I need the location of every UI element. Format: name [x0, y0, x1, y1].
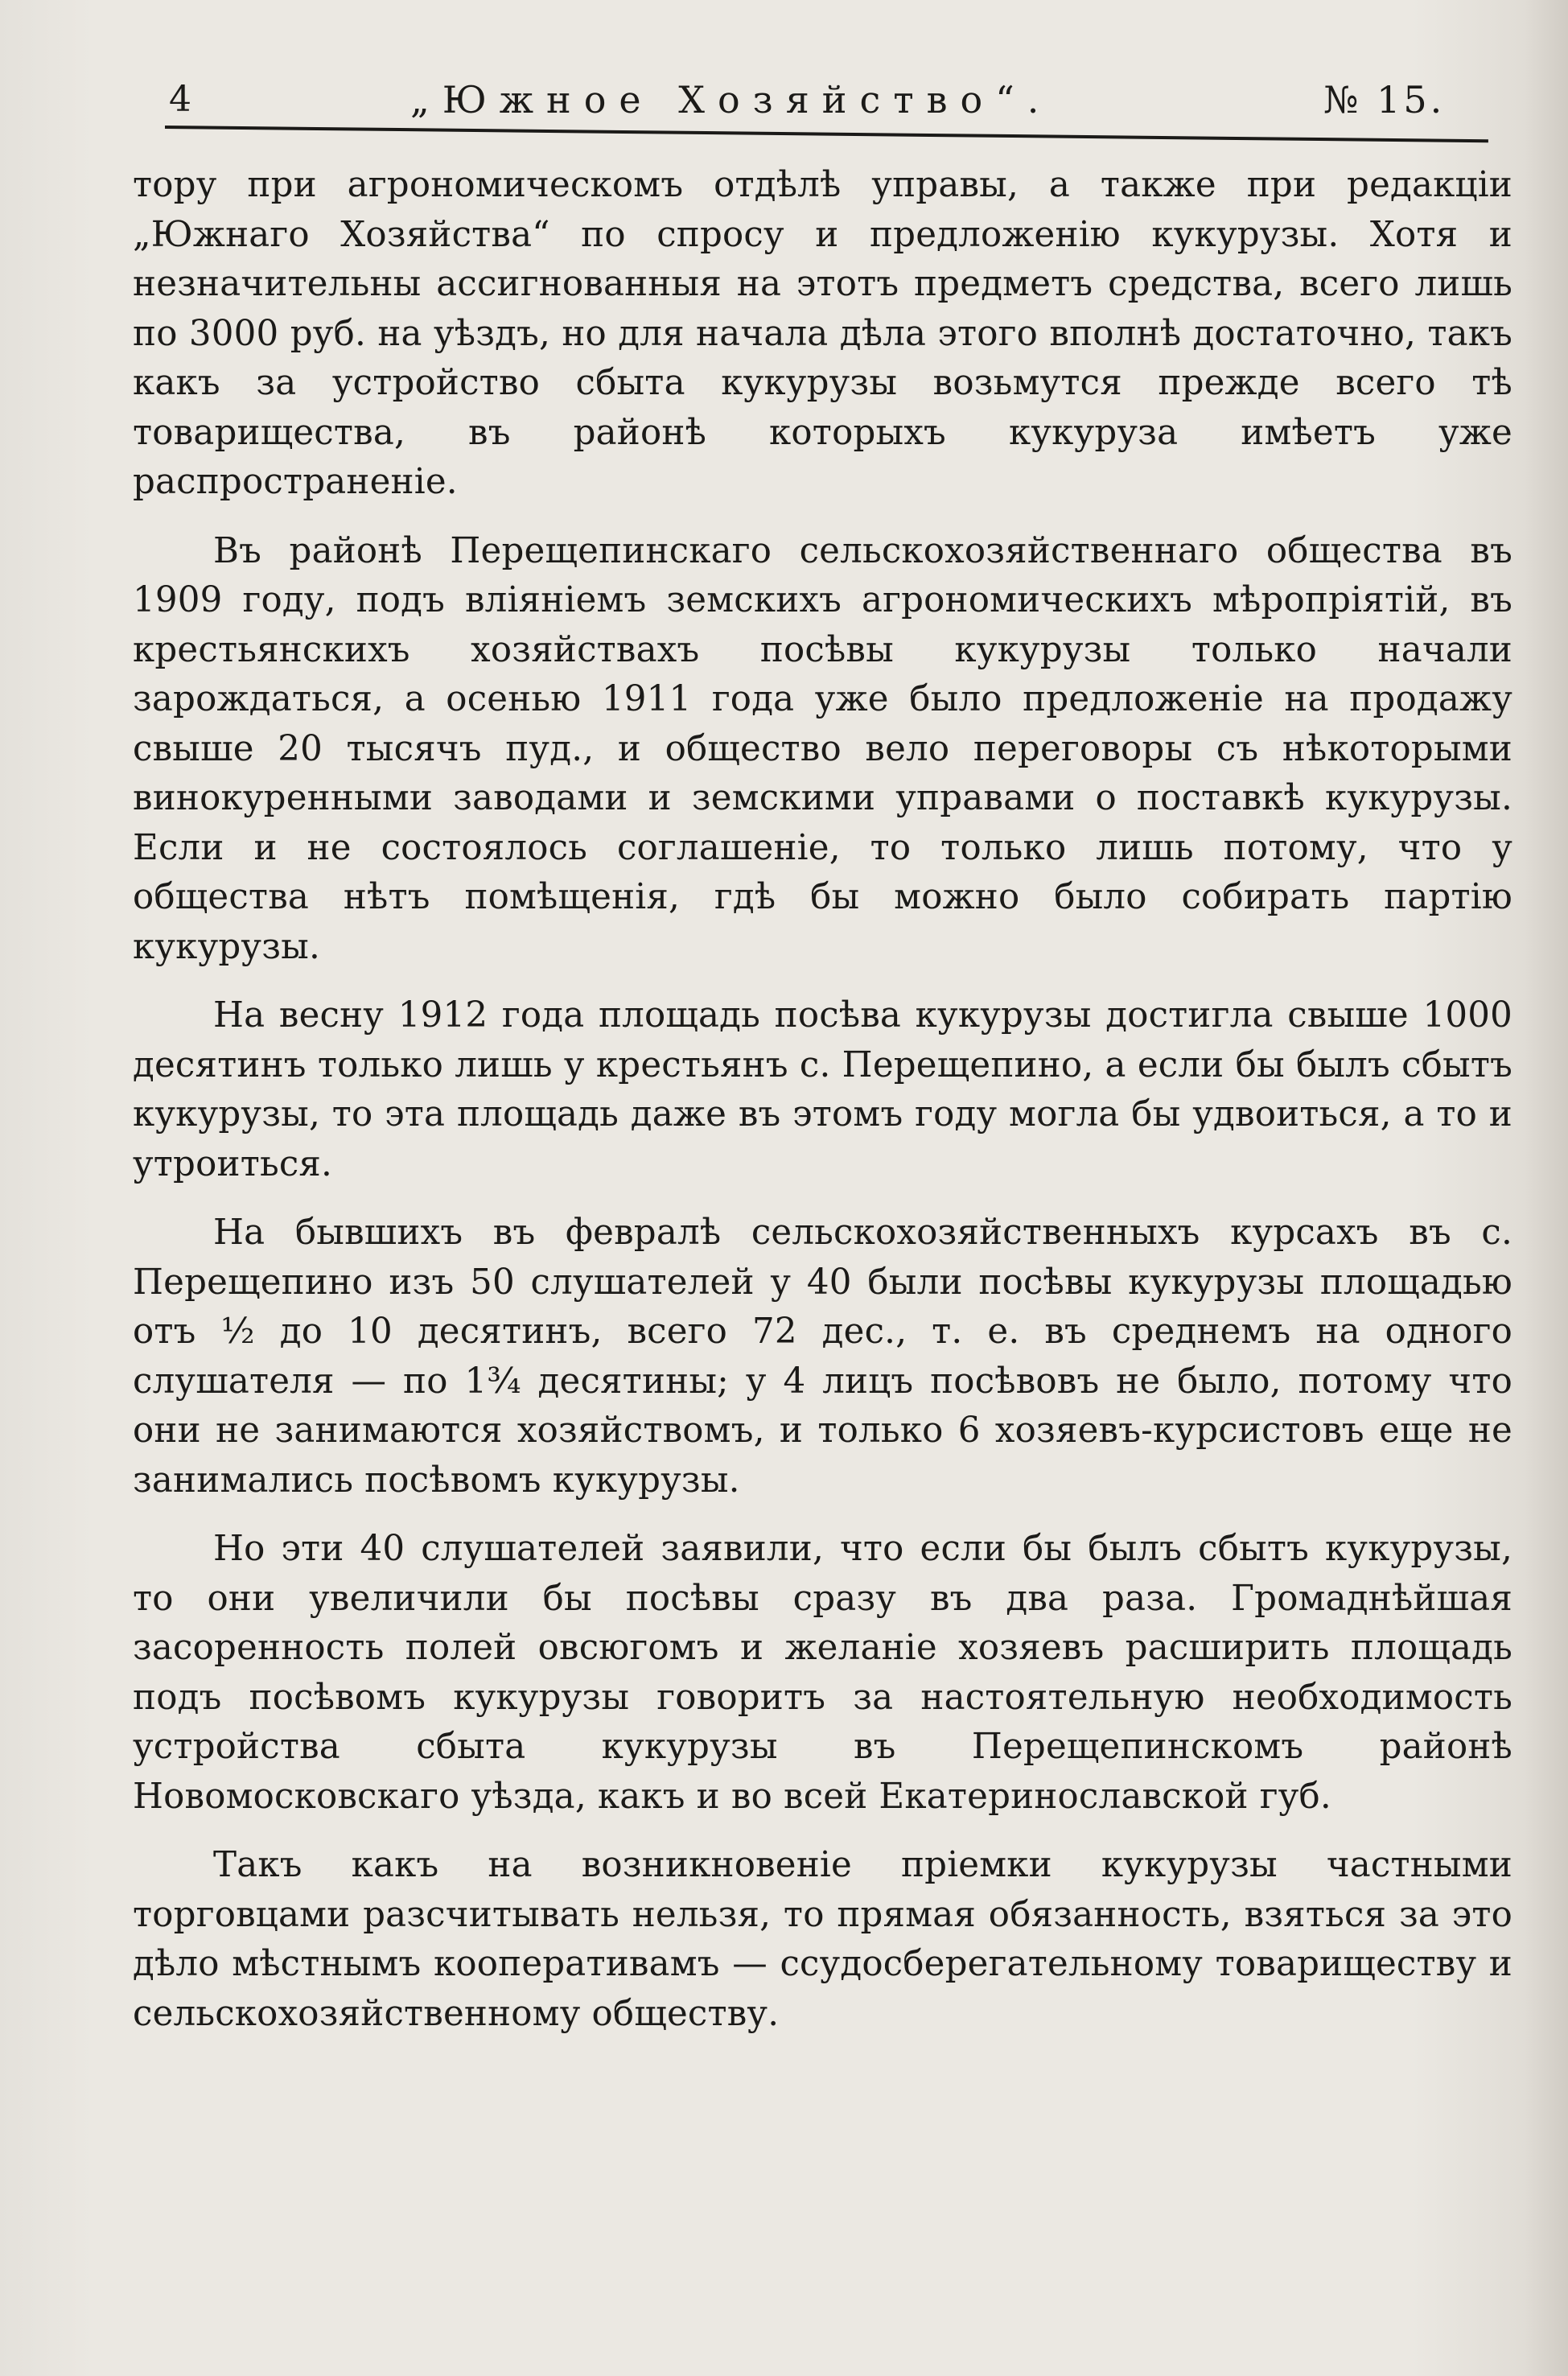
- paragraph: тору при агрономическомъ отдѣлѣ управы, а также при редакціи „Южнаго Хозяйства“ по спросу и предложенію кукурузы. Хотя и незначительны ассигнованныя на этотъ предметъ средства, всего лишь по 3000 руб. на уѣздъ, но для начала дѣла этого вполнѣ достаточно, такъ какъ за устройство сбыта кукурузы возьмутся прежде всего тѣ товарищества, въ районѣ которыхъ кукуруза имѣетъ уже распространеніе.: [133, 165, 1512, 502]
- paragraph: Но эти 40 слушателей заявили, что если бы былъ сбытъ кукурузы, то они увеличили бы посѣвы сразу въ два раза. Громаднѣйшая засоренность полей овсюгомъ и желаніе хозяевъ расширить площадь подъ посѣвомъ кукурузы говоритъ за настоятельную необходимость устройства сбыта кукурузы въ Перещепинскомъ районѣ Новомосковскаго уѣзда, какъ и во всей Екатеринославской губ.: [133, 1529, 1512, 1817]
- paragraph: На бывшихъ въ февралѣ сельскохозяйственныхъ курсахъ въ с. Перещепино изъ 50 слушателей у 40 были посѣвы кукурузы площадью отъ ½ до 10 десятинъ, всего 72 дес., т. е. въ среднемъ на одного слушателя — по 1¾ десятины; у 4 лицъ посѣвовъ не было, потому что они не занимаются хозяйствомъ, и только 6 хозяевъ-курсистовъ еще не занимались посѣвомъ кукурузы.: [133, 1213, 1512, 1501]
- paragraph: На весну 1912 года площадь посѣва кукурузы достигла свыше 1000 десятинъ только лишь у крестьянъ с. Перещепино, а если бы былъ сбытъ кукурузы, то эта площадь даже въ этомъ году могла бы удвоиться, а то и утроиться.: [133, 995, 1512, 1184]
- page-number: 4: [169, 79, 191, 120]
- article-body: [133, 161, 1512, 2058]
- running-header: [121, 77, 1488, 132]
- issue-number: № 15.: [1323, 78, 1446, 121]
- journal-title: „Южное Хозяйство“.: [410, 78, 1052, 121]
- paragraph: Такъ какъ на возникновеніе пріемки кукурузы частными торговцами разсчитывать нельзя, то прямая обязанность, взяться за это дѣло мѣстнымъ кооперативамъ — ссудосберегательному товариществу и сельскохозяйственному обществу.: [133, 1845, 1512, 2034]
- page-edge-shadow: [1524, 0, 1568, 2376]
- paragraph: Въ районѣ Перещепинскаго сельскохозяйственнаго общества въ 1909 году, подъ вліяніемъ земскихъ агрономическихъ мѣропріятій, въ крестьянскихъ хозяйствахъ посѣвы кукурузы только начали зарождаться, а осенью 1911 года уже было предложеніе на продажу свыше 20 тысячъ пуд., и общество вело переговоры съ нѣкоторыми винокуренными заводами и земскими управами о поставкѣ кукурузы. Если и не состоялось соглашеніе, то только лишь потому, что у общества нѣтъ помѣщенія, гдѣ бы можно было собирать партію кукурузы.: [133, 530, 1512, 967]
